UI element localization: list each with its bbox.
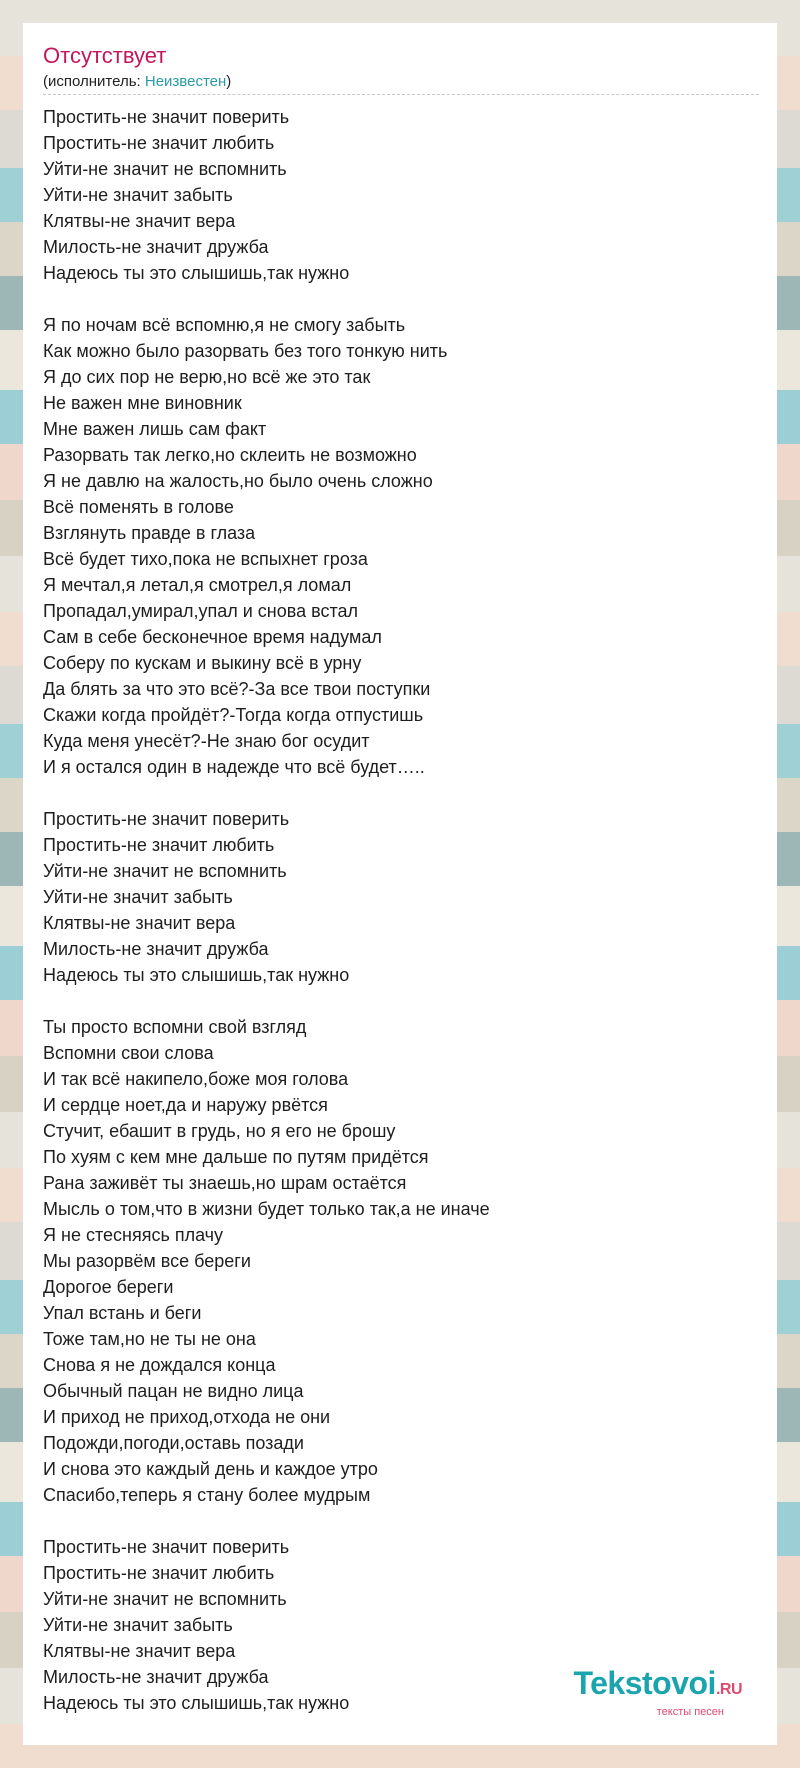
- lyrics-stanza: [43, 806, 759, 988]
- lyric-line: Простить-не значит любить: [43, 835, 275, 855]
- lyric-line: Простить-не значит поверить: [43, 1537, 290, 1557]
- lyric-line: Подожди,погоди,оставь позади: [43, 1433, 304, 1453]
- lyric-line: Разорвать так легко,но склеить не возможно: [43, 445, 417, 465]
- lyric-line: Обычный пацан не видно лица: [43, 1381, 304, 1401]
- lyric-line: И снова это каждый день и каждое утро: [43, 1459, 378, 1479]
- lyric-line: Мне важен лишь сам факт: [43, 419, 267, 439]
- lyric-line: Снова я не дождался конца: [43, 1355, 276, 1375]
- lyric-line: Мысль о том,что в жизни будет только так,а не иначе: [43, 1199, 490, 1219]
- lyric-line: Взглянуть правде в глаза: [43, 523, 256, 543]
- lyric-line: Простить-не значит любить: [43, 1563, 275, 1583]
- lyric-line: Соберу по кускам и выкину всё в урну: [43, 653, 362, 673]
- lyric-line: Всё будет тихо,пока не вспыхнет гроза: [43, 549, 368, 569]
- lyric-line: Я не стесняясь плачу: [43, 1225, 224, 1245]
- logo-tld: .RU: [715, 1681, 742, 1698]
- lyric-line: Простить-не значит поверить: [43, 107, 290, 127]
- lyric-line: Стучит, ебашит в грудь, но я его не брошу: [43, 1121, 396, 1141]
- lyric-line: Уйти-не значит забыть: [43, 887, 233, 907]
- lyric-line: Уйти-не значит не вспомнить: [43, 159, 287, 179]
- artist-prefix: (исполнитель:: [43, 73, 145, 90]
- song-title: Отсутствует: [43, 43, 167, 68]
- site-logo[interactable]: [573, 1667, 742, 1718]
- lyric-line: Да блять за что это всё?-За все твои поступки: [43, 679, 431, 699]
- lyric-line: Простить-не значит любить: [43, 133, 275, 153]
- lyric-line: Милость-не значит дружба: [43, 939, 269, 959]
- lyric-line: Вспомни свои слова: [43, 1043, 214, 1063]
- logo-name: Tekstovoi: [573, 1665, 716, 1701]
- lyric-line: И я остался один в надежде что всё будет…..: [43, 757, 425, 777]
- lyric-line: Уйти-не значит забыть: [43, 1615, 233, 1635]
- lyric-line: Клятвы-не значит вера: [43, 913, 236, 933]
- lyric-line: Сам в себе бесконечное время надумал: [43, 627, 382, 647]
- lyric-line: Простить-не значит поверить: [43, 809, 290, 829]
- lyrics-card: [23, 23, 777, 1745]
- logo-tagline: тексты песен: [656, 1706, 724, 1718]
- lyric-line: Ты просто вспомни свой взгляд: [43, 1017, 307, 1037]
- artist-link[interactable]: Неизвестен: [144, 73, 227, 90]
- lyric-line: Клятвы-не значит вера: [43, 211, 236, 231]
- lyrics-body: [43, 104, 759, 1742]
- lyric-line: Дорогое береги: [43, 1277, 174, 1297]
- lyric-line: Я до сих пор не верю,но всё же это так: [43, 367, 371, 387]
- lyric-line: Как можно было разорвать без того тонкую нить: [43, 341, 448, 361]
- lyric-line: Рана заживёт ты знаешь,но шрам остаётся: [43, 1173, 407, 1193]
- lyric-line: Я мечтал,я летал,я смотрел,я ломал: [43, 575, 352, 595]
- lyric-line: По хуям с кем мне дальше по путям придётся: [43, 1147, 429, 1167]
- lyrics-stanza: [43, 312, 759, 780]
- artist-suffix: ): [226, 73, 232, 90]
- lyric-line: Я не давлю на жалость,но было очень сложно: [43, 471, 433, 491]
- lyric-line: Надеюсь ты это слышишь,так нужно: [43, 965, 350, 985]
- lyric-line: Упал встань и беги: [43, 1303, 202, 1323]
- lyric-line: Уйти-не значит забыть: [43, 185, 233, 205]
- lyric-line: Куда меня унесёт?-Не знаю бог осудит: [43, 731, 370, 751]
- lyric-line: Уйти-не значит не вспомнить: [43, 1589, 287, 1609]
- lyrics-stanza: [43, 104, 759, 286]
- lyric-line: Скажи когда пройдёт?-Тогда когда отпустишь: [43, 705, 424, 725]
- lyric-line: И приход не приход,отхода не они: [43, 1407, 331, 1427]
- lyric-line: Всё поменять в голове: [43, 497, 234, 517]
- lyric-line: Пропадал,умирал,упал и снова встал: [43, 601, 359, 621]
- lyrics-stanza: [43, 1014, 759, 1508]
- lyric-line: Я по ночам всё вспомню,я не смогу забыть: [43, 315, 406, 335]
- lyric-line: Спасибо,теперь я стану более мудрым: [43, 1485, 371, 1505]
- lyric-line: Уйти-не значит не вспомнить: [43, 861, 287, 881]
- artist-line: [43, 73, 231, 91]
- lyric-line: Тоже там,но не ты не она: [43, 1329, 256, 1349]
- lyric-line: Мы разорвём все береги: [43, 1251, 251, 1271]
- lyric-line: Милость-не значит дружба: [43, 1667, 269, 1687]
- lyric-line: Милость-не значит дружба: [43, 237, 269, 257]
- lyric-line: Не важен мне виновник: [43, 393, 242, 413]
- header-divider: [43, 94, 759, 95]
- lyric-line: Надеюсь ты это слышишь,так нужно: [43, 263, 350, 283]
- lyric-line: И так всё накипело,боже моя голова: [43, 1069, 349, 1089]
- lyric-line: И сердце ноет,да и наружу рвётся: [43, 1095, 328, 1115]
- lyric-line: Надеюсь ты это слышишь,так нужно: [43, 1693, 350, 1713]
- lyric-line: Клятвы-не значит вера: [43, 1641, 236, 1661]
